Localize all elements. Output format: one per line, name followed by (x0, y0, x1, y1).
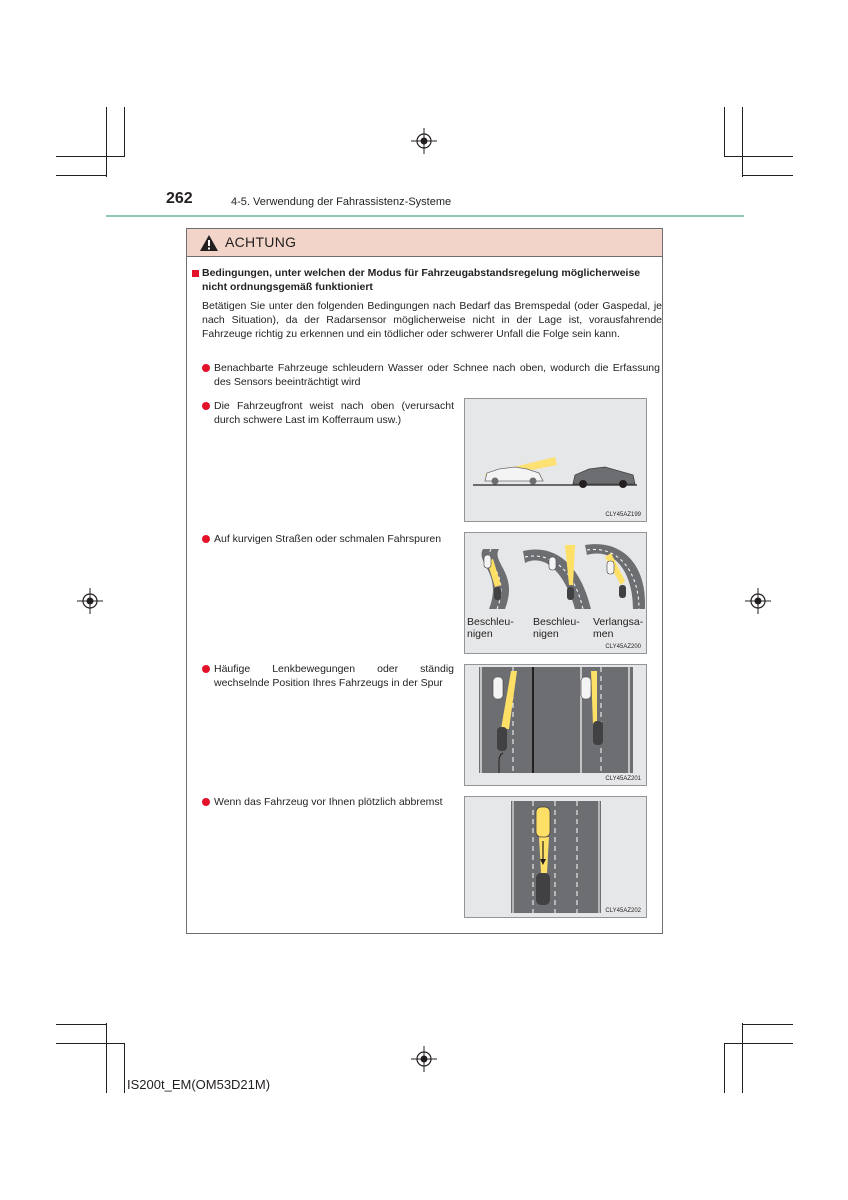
header-divider (106, 215, 744, 217)
figure-code: CLY45AZ199 (605, 512, 641, 518)
figure-code: CLY45AZ200 (605, 644, 641, 650)
lane-weaving-illustration (465, 665, 646, 773)
crop-mark (106, 107, 107, 177)
list-item (202, 532, 457, 562)
bullet-icon (202, 364, 210, 372)
bullet-text: Die Fahrzeugfront weist nach oben (verursacht durch schwere Last im Kofferraum usw.) (214, 400, 454, 426)
crop-mark (742, 1023, 743, 1093)
bullet-text: Auf kurvigen Straßen oder schmalen Fahrspuren (214, 533, 442, 545)
caution-title: ACHTUNG (225, 234, 297, 250)
figure-curvy-roads (464, 532, 647, 654)
list-item (202, 795, 457, 825)
bullet-icon (202, 665, 210, 673)
crop-mark (56, 175, 107, 176)
crop-mark (56, 1024, 107, 1025)
figure-nose-up (464, 398, 647, 522)
figure-caption: Verlangsa- men (593, 616, 644, 640)
subheading-marker-icon (192, 270, 199, 277)
bullet-icon (202, 402, 210, 410)
list-item (202, 662, 457, 692)
crop-mark (106, 1023, 107, 1093)
caution-intro: Betätigen Sie unter den folgenden Bedingungen nach Bedarf das Bremspedal (oder Gaspedal, je nach Situation), da der Radarsensor möglicherweise nicht in der Lage ist, vorausfahrende Fahrzeuge richtig zu erkennen und ein tödlicher oder schwerer Unfall die Folge sein kann. (202, 300, 662, 340)
figure-lane-weaving (464, 664, 647, 786)
model-code: IS200t_EM(OM53D21M) (127, 1077, 271, 1092)
warning-triangle-icon (199, 234, 219, 252)
crop-mark (724, 1043, 725, 1093)
section-title: 4-5. Verwendung der Fahrassistenz-Systeme (231, 196, 452, 208)
figure-caption: Beschleu- nigen (533, 616, 580, 640)
bullet-text: Häufige Lenkbewegungen oder ständig wechselnde Position Ihres Fahrzeugs in der Spur (214, 663, 454, 689)
crop-mark (56, 1043, 125, 1044)
nose-up-illustration (465, 399, 646, 509)
curvy-roads-illustration (465, 533, 646, 613)
figure-caption: Beschleu- nigen (467, 616, 514, 640)
crop-mark (724, 107, 725, 157)
figure-sudden-braking (464, 796, 647, 918)
caution-header (187, 229, 662, 257)
page-number: 262 (166, 190, 193, 207)
crop-mark (724, 156, 793, 157)
crop-mark (742, 107, 743, 177)
registration-mark-icon (411, 1046, 437, 1072)
caution-subheading: Bedingungen, unter welchen der Modus für Fahrzeugabstandsregelung möglicherweise nicht ordnungsgemäß funktioniert (202, 267, 641, 293)
list-item (202, 361, 662, 391)
crop-mark (724, 1043, 793, 1044)
bullet-text: Benachbarte Fahrzeuge schleudern Wasser oder Schnee nach oben, wodurch die Erfassung des Sensors beeinträchtigt wird (214, 362, 660, 388)
registration-mark-icon (411, 128, 437, 154)
bullet-icon (202, 798, 210, 806)
bullet-icon (202, 535, 210, 543)
figure-code: CLY45AZ202 (605, 908, 641, 914)
crop-mark (56, 156, 125, 157)
crop-mark (742, 1024, 793, 1025)
registration-mark-icon (745, 588, 771, 614)
registration-mark-icon (77, 588, 103, 614)
crop-mark (124, 107, 125, 157)
crop-mark (124, 1043, 125, 1093)
crop-mark (742, 175, 793, 176)
sudden-braking-illustration (465, 797, 646, 917)
bullet-text: Wenn das Fahrzeug vor Ihnen plötzlich abbremst (214, 796, 443, 808)
list-item (202, 399, 457, 429)
figure-code: CLY45AZ201 (605, 776, 641, 782)
